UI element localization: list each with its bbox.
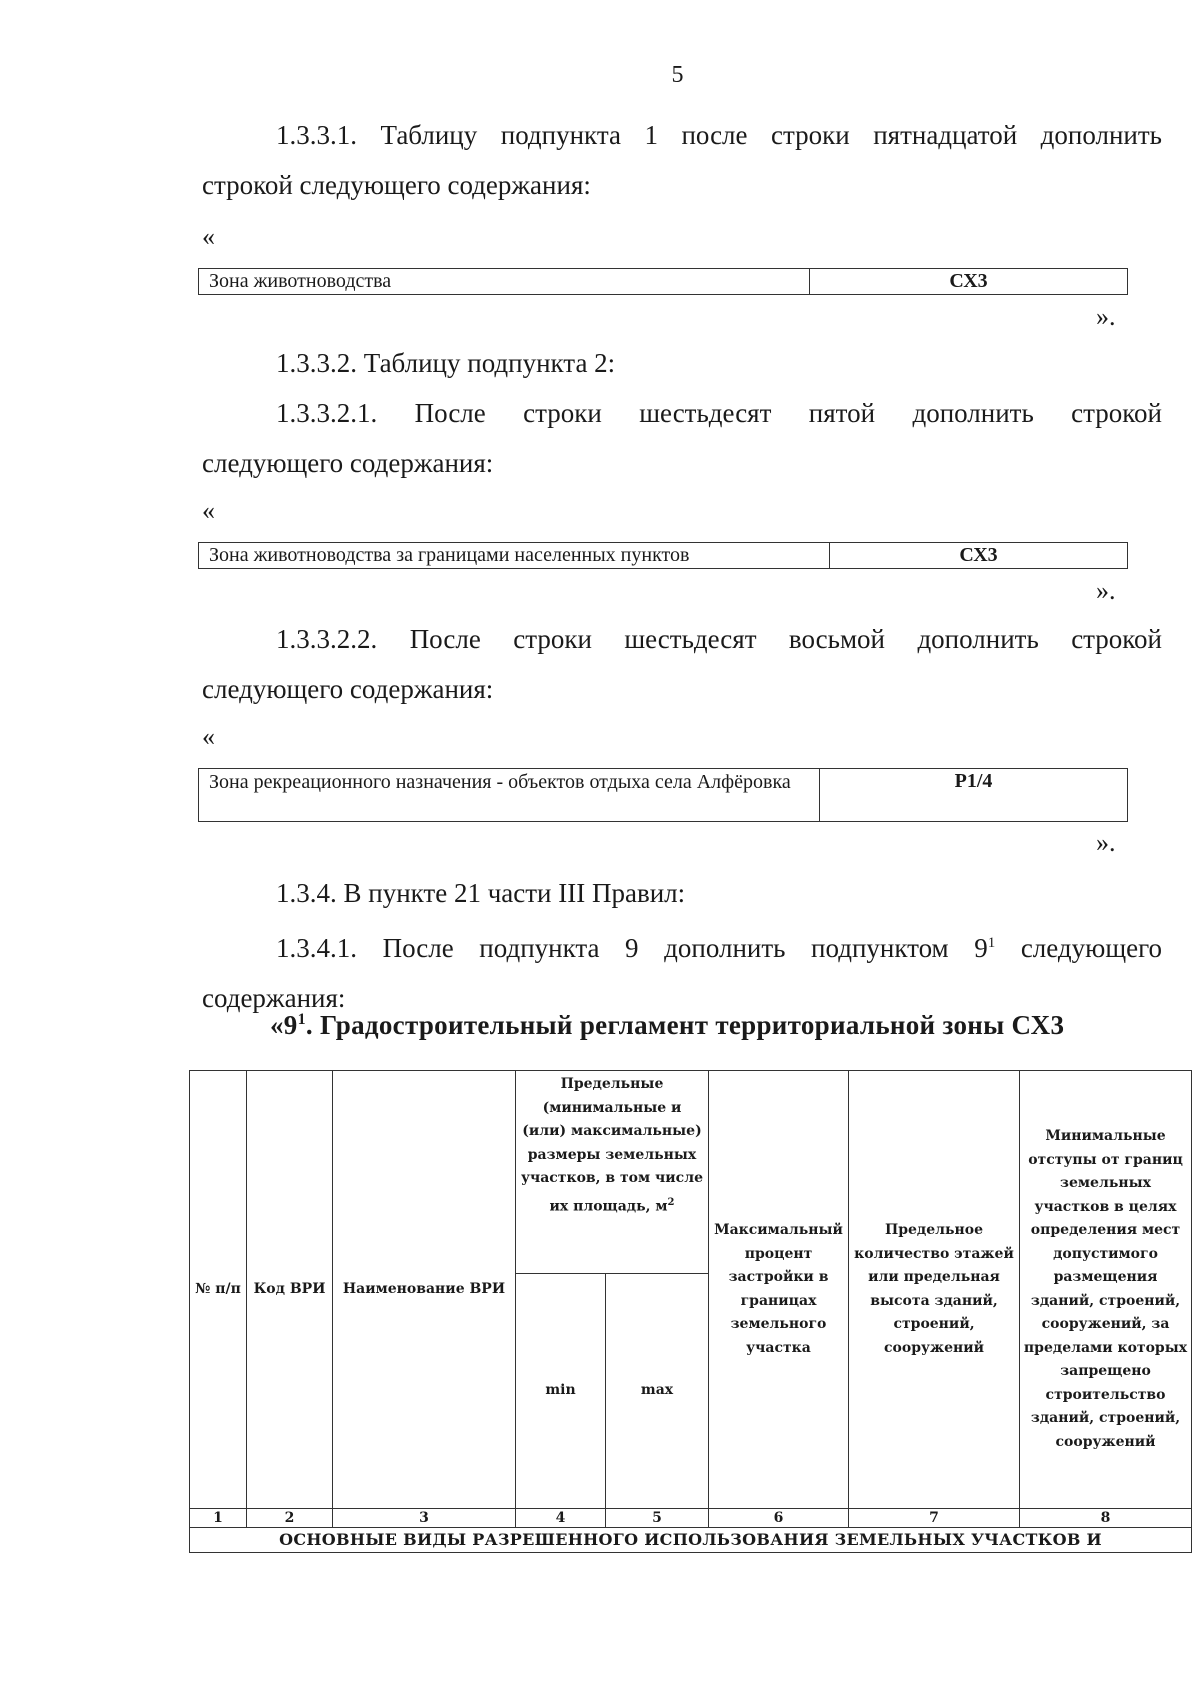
paragraph-1-3-3-2-2 — [202, 614, 1162, 714]
header-cell-min: min — [516, 1274, 606, 1509]
page-number: 5 — [671, 62, 684, 88]
zone-name-cell: Зона рекреационного назначения - объектов отдыха села Алфёровка — [199, 769, 820, 822]
zone-name-cell: Зона животноводства за границами населенных пунктов — [199, 543, 830, 569]
zone-name-cell: Зона животноводства — [199, 269, 810, 295]
zone-code-cell: СХ3 — [830, 543, 1128, 569]
paragraph-text: 1.3.3.2.1. После строки шестьдесят пятой дополнить строкой — [276, 398, 1162, 428]
column-number: 8 — [1020, 1509, 1192, 1528]
paragraph-text: 1.3.4.1. После подпункта 9 дополнить подпунктом 9 — [276, 933, 988, 963]
quote-close: ». — [1096, 576, 1116, 605]
paragraph-text: содержания: — [202, 983, 346, 1013]
zone-table-1 — [198, 268, 1128, 295]
zone-table-3 — [198, 768, 1128, 822]
section-row-title: ОСНОВНЫЕ ВИДЫ РАЗРЕШЕННОГО ИСПОЛЬЗОВАНИЯ ЗЕМЕЛЬНЫХ УЧАСТКОВ И — [190, 1528, 1192, 1553]
header-cell-number: № п/п — [190, 1071, 247, 1509]
quote-close: ». — [1096, 302, 1116, 331]
superscript: 1 — [987, 935, 996, 951]
header-cell-sizes — [516, 1071, 709, 1274]
table-header-row — [190, 1071, 1192, 1274]
heading-superscript: 1 — [297, 1011, 306, 1028]
paragraph-1-3-4-1 — [202, 918, 1162, 1023]
paragraph-text: следующего — [995, 933, 1162, 963]
paragraph-1-3-3-2 — [202, 338, 1162, 388]
paragraph-text: 1.3.3.1. Таблицу подпункта 1 после строки пятнадцатой дополнить — [276, 120, 1162, 150]
column-number: 6 — [709, 1509, 849, 1528]
paragraph-text: следующего содержания: — [202, 448, 494, 478]
quote-open: « — [202, 722, 215, 751]
paragraph-text: 1.3.3.2. Таблицу подпункта 2: — [276, 348, 616, 378]
zone-code-cell: СХ3 — [810, 269, 1128, 295]
paragraph-1-3-3-1 — [202, 110, 1162, 210]
section-heading — [270, 1010, 1064, 1041]
regulation-table — [189, 1070, 1192, 1553]
header-cell-max: max — [606, 1274, 709, 1509]
paragraph-1-3-3-2-1 — [202, 388, 1162, 488]
paragraph-1-3-4 — [202, 868, 1162, 918]
header-sizes-superscript: 2 — [667, 1196, 675, 1208]
column-number: 5 — [606, 1509, 709, 1528]
column-number: 4 — [516, 1509, 606, 1528]
header-sizes-text: Предельные (минимальные и (или) максимальные) размеры земельных участков, в том числе их площадь, м — [521, 1076, 703, 1215]
quote-open: « — [202, 222, 215, 251]
column-number: 2 — [247, 1509, 333, 1528]
paragraph-text: 1.3.3.2.2. После строки шестьдесят восьмой дополнить строкой — [276, 624, 1162, 654]
header-cell-name: Наименование ВРИ — [333, 1071, 516, 1509]
quote-open: « — [202, 496, 215, 525]
column-number: 1 — [190, 1509, 247, 1528]
heading-text: . Градостроительный регламент территориальной зоны СХ3 — [305, 1010, 1065, 1040]
paragraph-text: следующего содержания: — [202, 674, 494, 704]
column-number: 3 — [333, 1509, 516, 1528]
zone-code-cell: Р1/4 — [820, 769, 1128, 822]
header-cell-setbacks: Минимальные отступы от границ земельных участков в целях определения мест допустимого размещения зданий, строений, сооружений, за пределами которых запрещено строительство зданий, строений, сооружений — [1020, 1071, 1192, 1509]
heading-prefix: «9 — [270, 1010, 298, 1040]
header-cell-floors: Предельное количество этажей или предельная высота зданий, строений, сооружений — [849, 1071, 1020, 1509]
table-number-row — [190, 1509, 1192, 1528]
column-number: 7 — [849, 1509, 1020, 1528]
zone-table-2 — [198, 542, 1128, 569]
paragraph-text: строкой следующего содержания: — [202, 170, 591, 200]
table-section-row — [190, 1528, 1192, 1553]
header-cell-max-percent: Максимальный процент застройки в границах земельного участка — [709, 1071, 849, 1509]
quote-close: ». — [1096, 828, 1116, 857]
header-cell-code: Код ВРИ — [247, 1071, 333, 1509]
paragraph-text: 1.3.4. В пункте 21 части III Правил: — [276, 878, 686, 908]
